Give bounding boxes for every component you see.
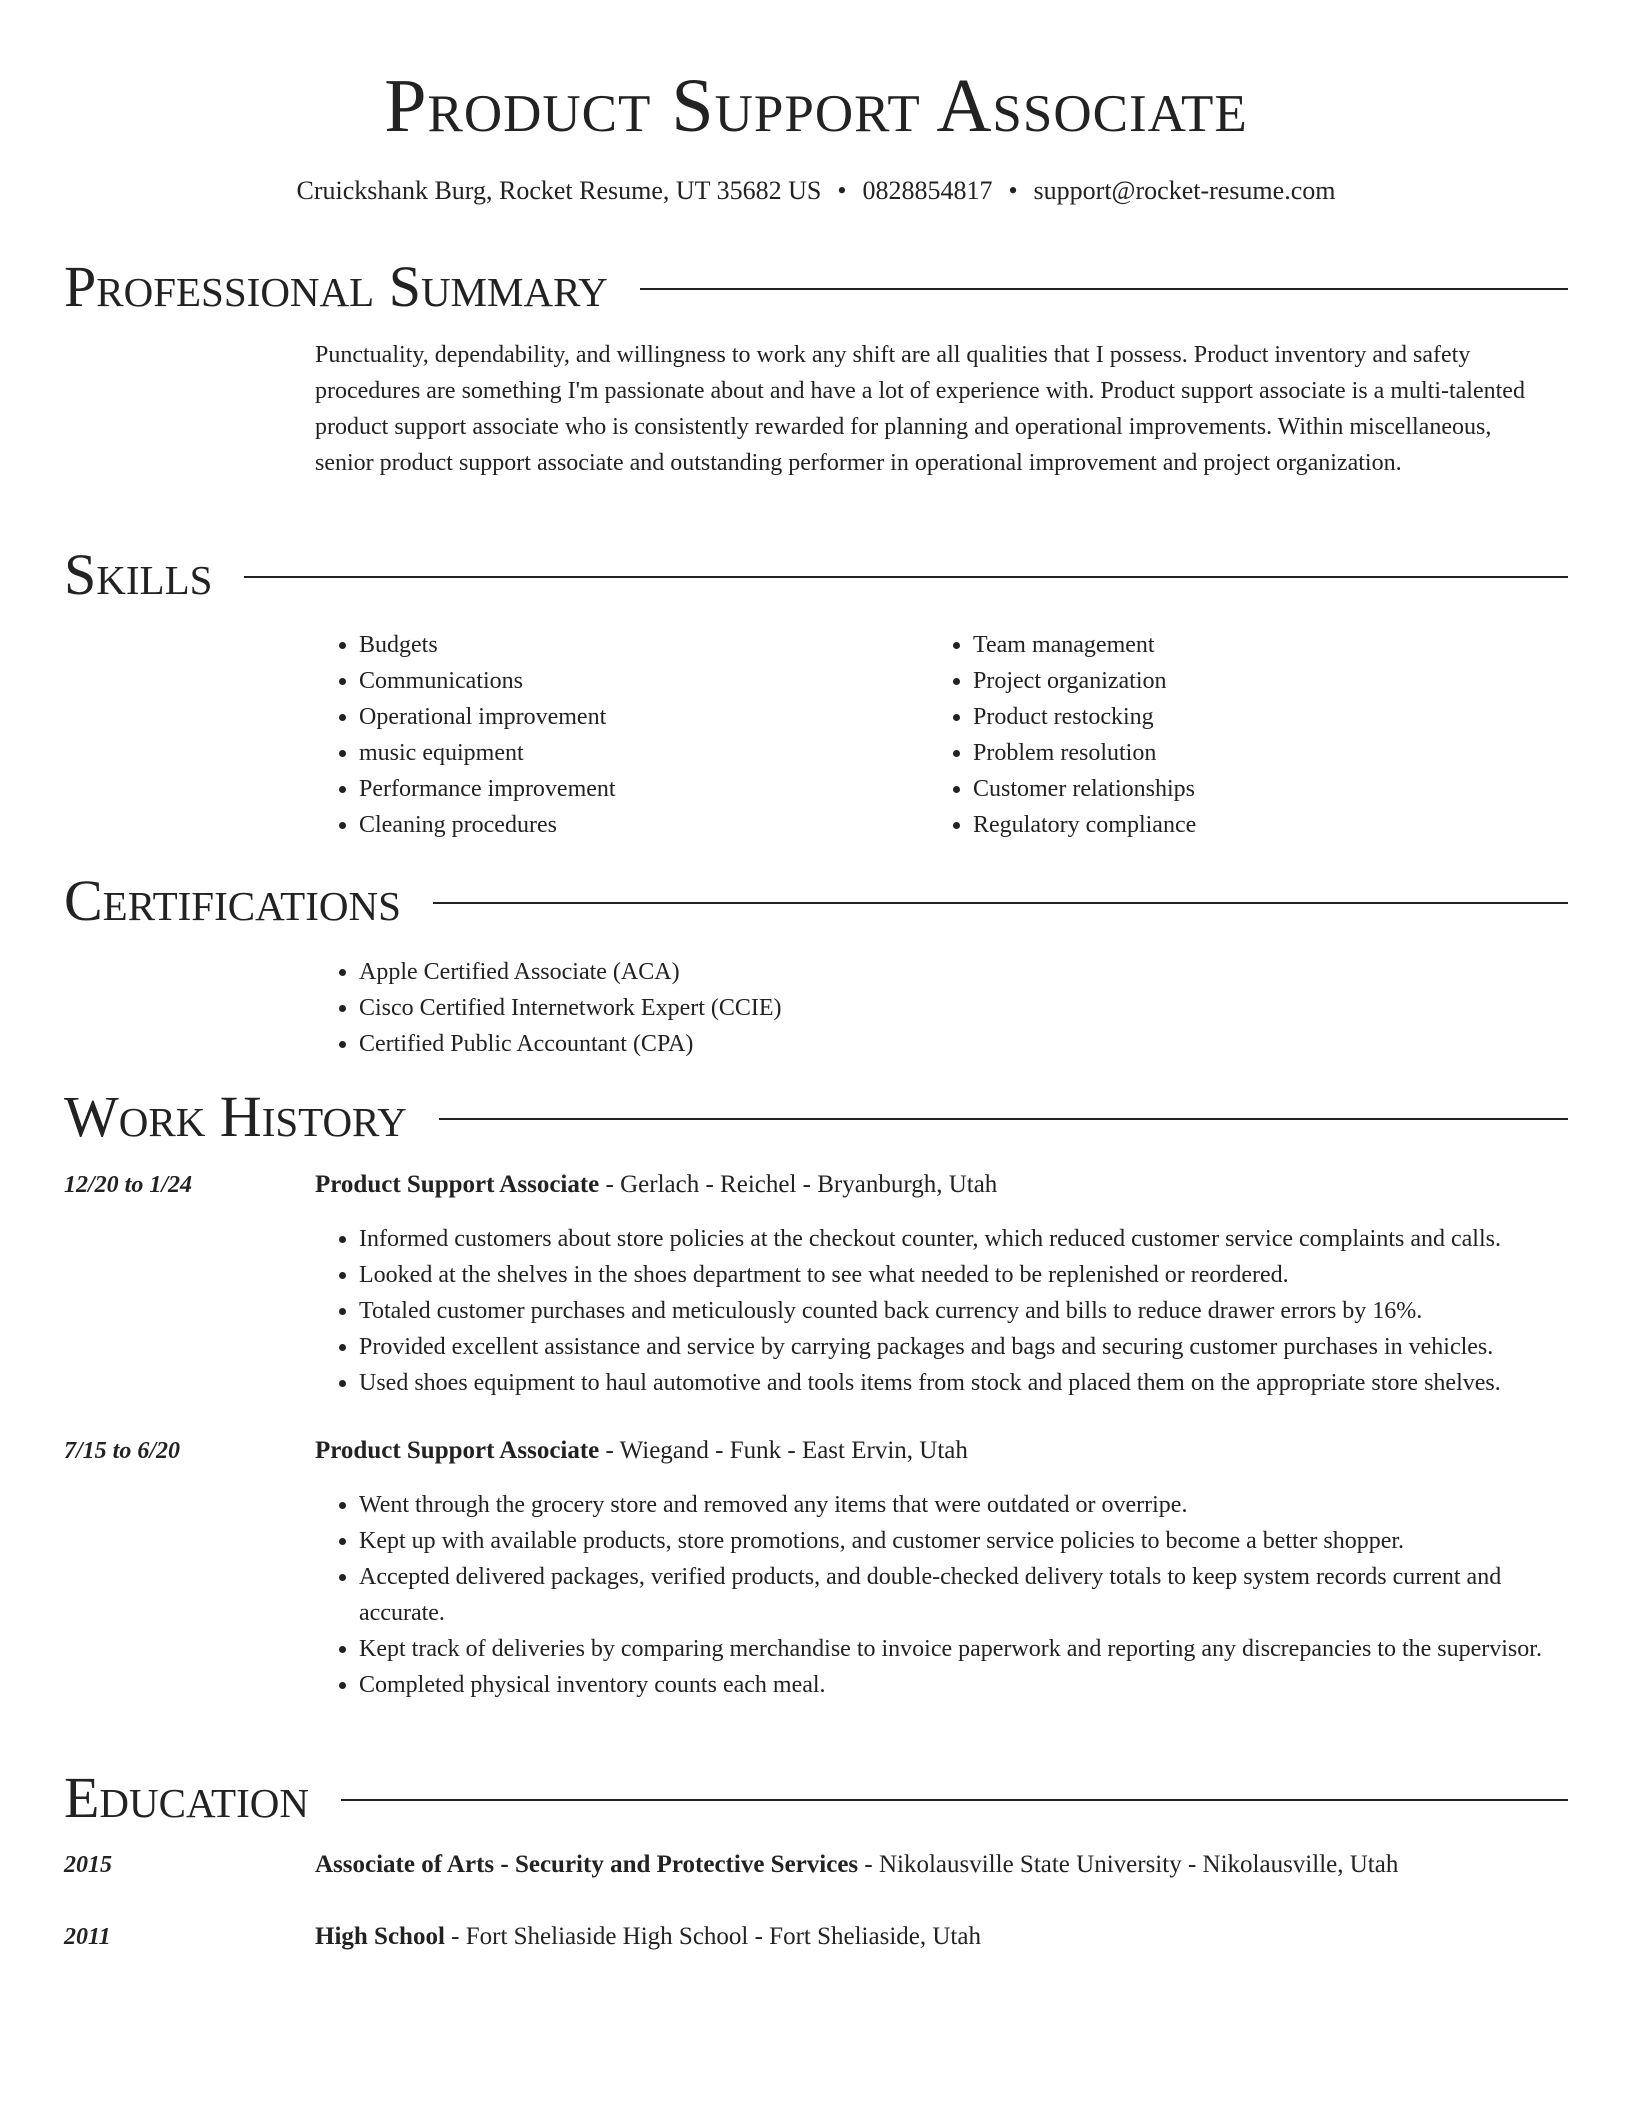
skill-item: • Budgets [359,627,616,663]
job-bullet: • Kept up with available products, store promotions, and customer service policies to become a better shopper. [359,1523,1575,1559]
job-bullet: • Informed customers about store policies at the checkout counter, which reduced customer service complaints and calls. [359,1221,1575,1257]
job-title: Product Support Associate [315,1171,600,1198]
job-title: Product Support Associate [315,1437,600,1464]
job-bullet: • Completed physical inventory counts each meal. [359,1667,1575,1703]
job-dates: 12/20 to 1/24 [64,1172,193,1198]
education-degree: High School [315,1923,445,1950]
education-heading: Education [64,1765,309,1830]
job-employer-location: - Wiegand - Funk - East Ervin, Utah [599,1437,968,1464]
job-title-line [315,1433,1575,1469]
job-employer-location: - Gerlach - Reichel - Bryanburgh, Utah [599,1171,998,1198]
job-bullet: • Looked at the shelves in the shoes department to see what needed to be replenished or reordered. [359,1257,1575,1293]
job-title-line [315,1167,1575,1203]
education-entry [315,1919,1575,1955]
education-entry [315,1847,1575,1883]
education-section-header [64,1763,1568,1833]
contact-separator: • [837,176,847,205]
skill-item: • Communications [359,663,616,699]
summary-section-header [64,252,1568,322]
resume-title: Product Support Associate [384,64,1248,148]
job-bullet: • Provided excellent assistance and service by carrying packages and bags and securing customer purchases in vehicles. [359,1329,1575,1365]
work-history-heading: Work History [64,1084,407,1149]
skill-item: • Cleaning procedures [359,807,616,843]
certification-item: • Cisco Certified Internetwork Expert (CCIE) [359,990,782,1026]
job-bullet: • Went through the grocery store and removed any items that were outdated or overripe. [359,1487,1575,1523]
certifications-section-header [64,866,1568,936]
skill-item: • Team management [973,627,1196,663]
skills-heading: Skills [64,542,213,607]
section-divider [341,1799,1568,1801]
summary-text: Punctuality, dependability, and willingness to work any shift are all qualities that I possess. Product inventory and safety procedures are something I'm passionate about and have a lot of experience with. Product support associate is a multi-talented product support associate who is consistently rewarded for planning and operational improvements. Within miscellaneous, senior product support associate and outstanding performer in operational improvement and project organization. [315,342,1525,476]
education-year: 2011 [64,1924,111,1950]
job-bullets [315,1221,1575,1401]
section-divider [640,288,1568,290]
job-bullet: • Kept track of deliveries by comparing merchandise to invoice paperwork and reporting any discrepancies to the supervisor. [359,1631,1575,1667]
job-bullets [315,1487,1575,1703]
skill-item: • Project organization [973,663,1196,699]
certifications-heading: Certifications [64,868,401,933]
skill-item: • Performance improvement [359,771,616,807]
skill-item: • Regulatory compliance [973,807,1196,843]
job-bullet: • Accepted delivered packages, verified products, and double-checked delivery totals to keep system records current and accurate. [359,1559,1575,1631]
education-year: 2015 [64,1852,112,1878]
skill-item: • Operational improvement [359,699,616,735]
job-bullet: • Totaled customer purchases and meticulously counted back currency and bills to reduce drawer errors by 16%. [359,1293,1575,1329]
skill-item: • Product restocking [973,699,1196,735]
contact-address: Cruickshank Burg, Rocket Resume, UT 35682 US [296,176,822,205]
skills-left-column [315,627,616,843]
skills-section-header [64,540,1568,610]
certification-item: • Certified Public Accountant (CPA) [359,1026,782,1062]
section-divider [439,1118,1568,1120]
skill-item: • Customer relationships [973,771,1196,807]
section-divider [433,902,1568,904]
summary-heading: Professional Summary [64,254,608,319]
contact-email: support@rocket-resume.com [1033,176,1336,205]
contact-line [0,174,1632,208]
contact-phone: 0828854817 [862,176,993,205]
job-dates: 7/15 to 6/20 [64,1438,181,1464]
section-divider [244,576,1568,578]
skill-item: • music equipment [359,735,616,771]
certification-item: • Apple Certified Associate (ACA) [359,954,782,990]
work-history-section-header [64,1082,1568,1152]
certifications-list [315,954,782,1062]
education-school: - Nikolausville State University - Nikolausville, Utah [858,1851,1399,1878]
education-school: - Fort Sheliaside High School - Fort Sheliaside, Utah [444,1923,981,1950]
job-bullet: • Used shoes equipment to haul automotive and tools items from stock and placed them on the appropriate store shelves. [359,1365,1575,1401]
education-degree: Associate of Arts - Security and Protective Services [315,1851,859,1878]
skill-item: • Problem resolution [973,735,1196,771]
contact-separator: • [1008,176,1018,205]
skills-right-column [929,627,1196,843]
